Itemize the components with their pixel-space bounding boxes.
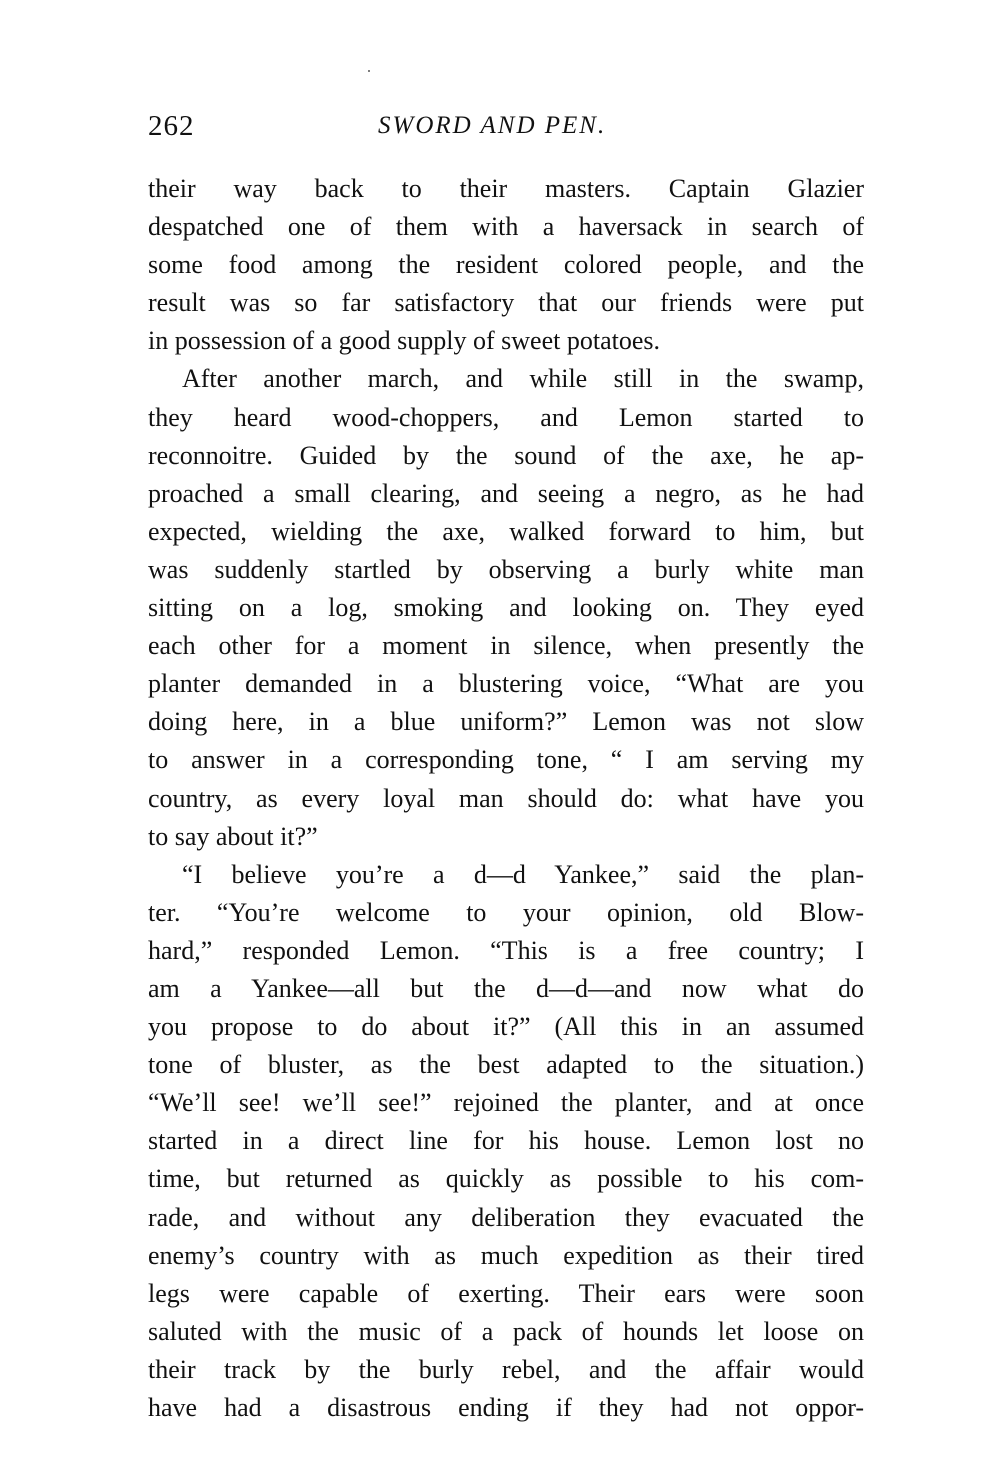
text-line: “I believe you’re a d—d Yankee,” said the plan- bbox=[182, 859, 864, 889]
text-line: enemy’s country with as much expedition as their tired bbox=[148, 1240, 864, 1270]
text-line: have had a disastrous ending if they had not oppor- bbox=[148, 1393, 864, 1422]
text-line: despatched one of them with a haversack in search of bbox=[148, 212, 864, 242]
text-line: doing here, in a blue uniform?” Lemon was not slow bbox=[148, 707, 864, 737]
text-line: time, but returned as quickly as possible to his com- bbox=[148, 1164, 864, 1194]
text-line: After another march, and while still in the swamp, bbox=[182, 364, 864, 394]
text-line: sitting on a log, smoking and looking on. They eyed bbox=[148, 593, 864, 623]
text-line: ter. “You’re welcome to your opinion, old Blow- bbox=[148, 897, 864, 927]
text-line: their track by the burly rebel, and the affair would bbox=[148, 1354, 864, 1384]
text-line: rade, and without any deliberation they evacuated the bbox=[148, 1202, 864, 1232]
text-line: started in a direct line for his house. Lemon lost no bbox=[148, 1126, 864, 1156]
text-line: country, as every loyal man should do: what have you bbox=[148, 783, 864, 813]
text-line: “We’ll see! we’ll see!” rejoined the planter, and at once bbox=[148, 1088, 864, 1118]
text-line: tone of bluster, as the best adapted to the situation.) bbox=[148, 1050, 864, 1080]
text-line: each other for a moment in silence, when presently the bbox=[148, 631, 864, 661]
text-line: their way back to their masters. Captain Glazier bbox=[148, 174, 864, 203]
text-line: expected, wielding the axe, walked forward to him, but bbox=[148, 516, 864, 546]
text-line: hard,” responded Lemon. “This is a free country; I bbox=[148, 935, 864, 965]
running-head: SWORD AND PEN. bbox=[378, 112, 607, 139]
text-line: result was so far satisfactory that our friends were put bbox=[148, 288, 864, 318]
text-line: planter demanded in a blustering voice, “What are you bbox=[148, 669, 864, 699]
text-line: you propose to do about it?” (All this in an assumed bbox=[148, 1012, 864, 1042]
text-line: am a Yankee—all but the d—d—and now what do bbox=[148, 973, 864, 1003]
text-line: reconnoitre. Guided by the sound of the axe, he ap- bbox=[148, 440, 864, 470]
page-header bbox=[148, 110, 864, 150]
text-line: legs were capable of exerting. Their ears were soon bbox=[148, 1278, 864, 1308]
page-number: 262 bbox=[148, 110, 195, 142]
paper-speck bbox=[368, 70, 370, 72]
text-line: was suddenly startled by observing a burly white man bbox=[148, 554, 864, 584]
text-line: in possession of a good supply of sweet potatoes. bbox=[148, 326, 661, 356]
body-text bbox=[148, 170, 864, 1427]
text-line: saluted with the music of a pack of hounds let loose on bbox=[148, 1316, 864, 1346]
text-line: proached a small clearing, and seeing a negro, as he had bbox=[148, 478, 864, 508]
text-line: some food among the resident colored people, and the bbox=[148, 250, 864, 280]
text-line: to say about it?” bbox=[148, 821, 318, 851]
text-line: they heard wood-choppers, and Lemon started to bbox=[148, 402, 864, 432]
text-line: to answer in a corresponding tone, “ I am serving my bbox=[148, 745, 864, 775]
